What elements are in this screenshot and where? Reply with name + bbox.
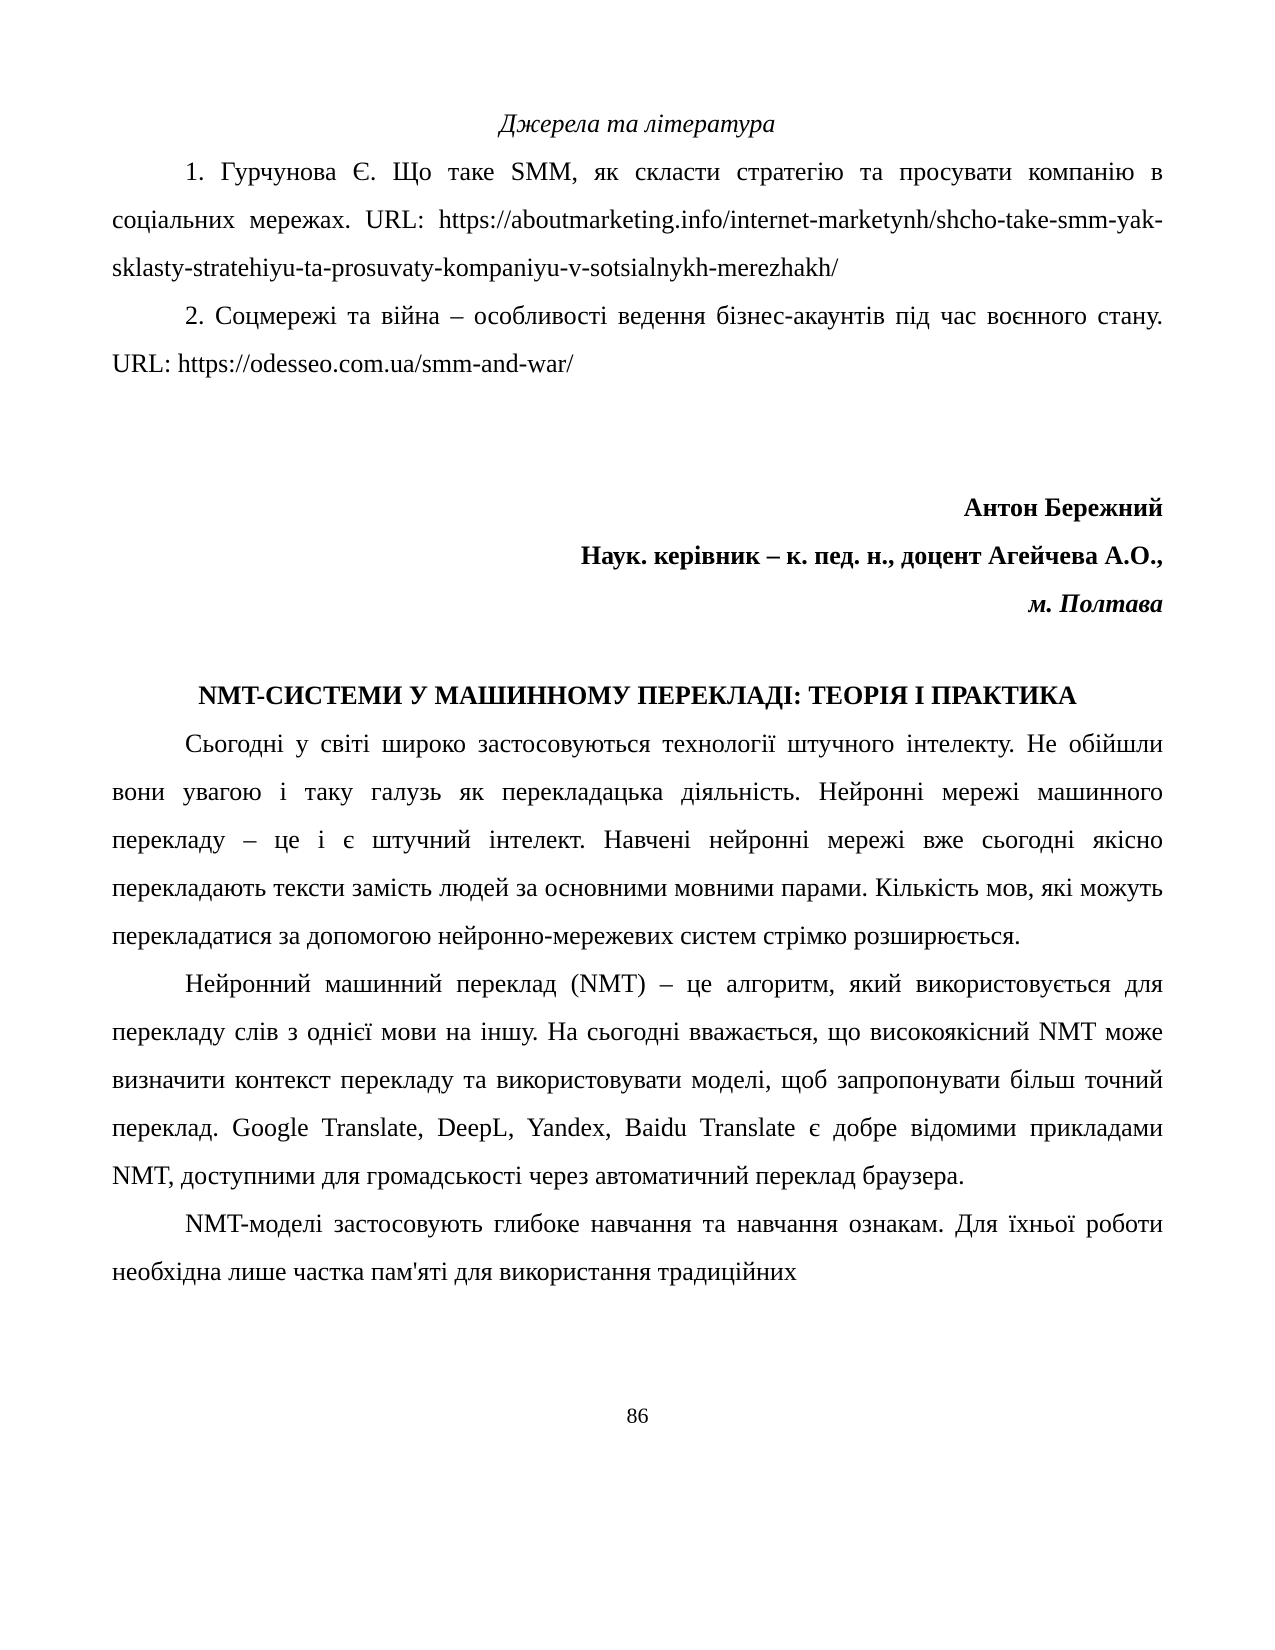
paragraph-3: NMT-моделі застосовують глибоке навчання та навчання ознакам. Для їхньої роботи необхідна лише частка пам'яті для використання традиційних — [112, 1209, 1163, 1286]
page-number: 86 — [626, 1403, 649, 1428]
author-name: Антон Бережний — [963, 493, 1163, 522]
source-item-2: 2. Соцмережі та війна – особливості ведення бізнес-акаунтів під час воєнного стану. URL: https://odesseo.com.ua/smm-and-war/ — [112, 301, 1163, 378]
supervisor-line: Наук. керівник – к. пед. н., доцент Агейчева А.О., — [580, 541, 1163, 570]
article-title: NMT-СИСТЕМИ У МАШИННОМУ ПЕРЕКЛАДІ: ТЕОРІЯ І ПРАКТИКА — [198, 681, 1077, 710]
source-item-1: 1. Гурчунова Є. Що таке SMM, як скласти стратегію та просувати компанію в соціальних мережах. URL: https://aboutmarketing.info/internet-marketynh/shcho-take-smm-yak-sklasty-stratehiyu-ta-prosuvaty-kompaniyu-v-sotsialnykh-merezhakh/ — [112, 157, 1163, 282]
byline-block — [112, 484, 1163, 628]
paragraph-1: Сьогодні у світі широко застосовуються технології штучного інтелекту. Не обійшли вони увагою і таку галузь як перекладацька діяльність. Нейронні мережі машинного перекладу – це і є штучний інтелект. Навчені нейронні мережі вже сьогодні якісно перекладають тексти замість людей за основними мовними парами. Кількість мов, які можуть перекладатися за допомогою нейронно-мережевих систем стрімко розширюється. — [112, 729, 1163, 950]
paragraph-2: Нейронний машинний переклад (NMT) – це алгоритм, який використовується для перекладу слів з однієї мови на іншу. На сьогодні вважається, що високоякісний NMT може визначити контекст перекладу та використовувати моделі, щоб запропонувати більш точний переклад. Google Translate, DeepL, Yandex, Baidu Translate є добре відомими прикладами NMT, доступними для громадськості через автоматичний переклад браузера. — [112, 969, 1163, 1190]
city-line: м. Полтава — [1028, 589, 1163, 618]
sources-heading: Джерела та література — [499, 109, 776, 138]
